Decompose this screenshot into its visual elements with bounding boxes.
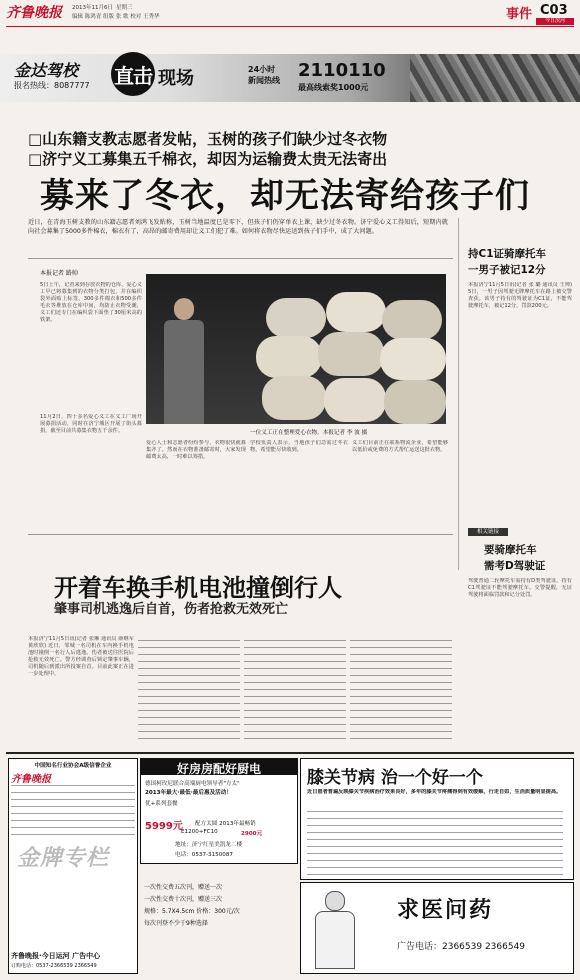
- lead-body-col-2: 爱心人士和志愿者纷纷参与，衣物很快就募集齐了。然而在衣物准备邮寄时，大家发现邮费太高，一时难以筹措。: [146, 440, 246, 460]
- ad3-body-more: [307, 811, 563, 875]
- ad2-title: 好房房配好厨电: [176, 762, 261, 776]
- side-story-2-headline-2: 需考D驾驶证: [484, 560, 546, 572]
- ad4-phone: 广告电话：2366539 2366549: [397, 942, 526, 952]
- ad-kitchen: [140, 758, 298, 864]
- ad1-item-1: 一次性交费五次刊，赠送一次: [144, 884, 223, 891]
- side-story-1-headline-1: 持C1证骑摩托车: [468, 248, 547, 260]
- ad2-address: 地址：济宁红星美凯龙二楼: [175, 842, 243, 848]
- lead-body-col-3: 学校负责人表示，当地孩子们急需过冬衣物，希望能尽快收到。: [250, 440, 348, 453]
- ad2-price-2: E1200+FC10: [181, 829, 218, 835]
- ad1-listing: [11, 785, 135, 835]
- brand-small: 现场: [158, 68, 194, 89]
- section-label: 事件: [506, 7, 533, 22]
- ad-knee-treatment: [300, 758, 574, 880]
- reward-note: 最高线索奖1000元: [298, 83, 369, 92]
- doctor-illustration: [309, 891, 359, 967]
- side-story-1-body: 本报济宁11月5日讯(记者 张 璐 通讯员 王帅) 5日，一男子因驾驶无牌摩托车在路上被交警查获。该男子持有的驾驶证为C1证，不能驾驶摩托车，被记12分，罚款200元。: [468, 282, 572, 309]
- sponsor-name: 金达驾校: [14, 61, 79, 80]
- ad4-title: 求医问药: [397, 898, 494, 923]
- bags-pile: [256, 288, 446, 424]
- ad1-footer: 齐鲁晚报·今日运河 广告中心: [11, 952, 101, 960]
- side-story-2-body: 驾驶普通二轮摩托车需持有D类驾驶证。持有C1驾驶证不能驾驶摩托车。交警提醒，无证驾驶将面临罚款和记分处罚。: [468, 578, 572, 598]
- second-headline: 开着车换手机电池撞倒行人: [54, 574, 342, 602]
- side-story-1-headline-2: 一男子被记12分: [468, 264, 546, 276]
- banner-photo: [410, 54, 580, 102]
- hotline-note-1: 24小时: [248, 65, 276, 74]
- lead-byline: 本报记者 路帅: [40, 270, 78, 277]
- related-link-tag: 相关链接: [468, 528, 508, 536]
- ad1-item-4: 每次刊登不少于9种选择: [144, 920, 208, 927]
- masthead-weekday: 星期三: [116, 5, 133, 11]
- masthead-editors: 编辑 陈鸿青 组版 张 歌 校对 王秀华: [72, 14, 160, 20]
- ad-golden-column: [8, 758, 138, 974]
- second-body-col-4: [350, 640, 452, 742]
- hotline-note-2: 新闻热线: [248, 76, 280, 85]
- brand-big: 直击: [114, 64, 152, 88]
- masthead: [0, 0, 580, 24]
- ad2-phone: 电话：0537-3150087: [175, 852, 233, 858]
- second-body-col-1: 本报济宁11月5日讯(记者 张琳 通讯员 薛继军 黄欣欣) 近日，邹城一名司机在车内换手机电池时撞倒一名行人后逃逸。伤者被送往医院后抢救无效死亡。警方经调查后锁定肇事车辆，司机随后到派出所投案自首。目前此案正在进一步处理中。: [28, 636, 134, 677]
- sponsor-phone: 报名热线：8087777: [14, 81, 90, 90]
- page-number: C03: [540, 3, 568, 18]
- second-body-col-2: [138, 640, 240, 742]
- ad2-line-1: 德国柯玫尼联合高端厨电领导者"方太": [145, 781, 240, 787]
- lead-headline: 募来了冬衣，却无法寄给孩子们: [40, 176, 530, 216]
- lead-kicker-2: □济宁义工募集五千棉衣，却因为运输费太贵无法寄出: [28, 150, 388, 168]
- lead-body-col-4: 义工们目前正在联系物流企业，希望能够以低价或免费的方式帮忙运送这批衣物。: [352, 440, 448, 453]
- lead-body-col-1: 5日上午，记者来到存放衣物的仓库，爱心义工早已将募集到的衣物分类打包，并在编织袋外面贴上标签。300多件棉衣和500多件毛衣等堆放在仓库中间，均防止衣物受潮，义工们还专门在编织袋下面垫了30厘米高的铁架。: [40, 282, 142, 323]
- ad1-phone: 订购电话：0537-2366539 2366549: [11, 963, 97, 969]
- ad1-brand: 齐鲁晚报: [11, 774, 51, 785]
- subsection-tag: 今日滨河: [536, 18, 574, 25]
- ad2-price-1: 5999元: [145, 821, 183, 832]
- banner: [0, 54, 580, 102]
- lead-photo: [146, 274, 446, 424]
- ad1-title: 中国知名行业协会A级信誉企业: [34, 763, 112, 769]
- ad3-title: 膝关节病 治一个好一个: [307, 768, 483, 788]
- side-story-2-headline-1: 要骑摩托车: [484, 544, 537, 556]
- ad1-product: 金牌专栏: [17, 846, 110, 871]
- ad-seek-medical: [300, 882, 574, 974]
- ad2-price-3: 2900元: [241, 831, 263, 837]
- ad2-line-3: 优+系列套餐: [145, 801, 178, 807]
- masthead-date: 2013年11月6日: [72, 5, 113, 11]
- hotline-number: 2110110: [298, 60, 386, 81]
- lead-summary: 近日，在青海玉树支教的山东籍志愿者刘鸿飞发贴称，玉树当地温度已是零下，但孩子们仍穿单衣上课，缺少过冬衣物。济宁爱心义工得知后，短期内就向社会募集了5000多件棉衣，棉衣有了，高昂的邮寄费用却让义工们犯了难。如何将衣物尽快运送到孩子们手中，成了大问题。: [28, 219, 448, 235]
- photo-caption: 一位义工正在整理爱心衣物。本报记者 李 波 摄: [250, 430, 368, 436]
- second-body-col-3: [244, 640, 346, 742]
- ad1-item-3: 规格：5.7X4.5cm 价格：300元/次: [144, 908, 240, 915]
- second-subhead: 肇事司机逃逸后自首，伤者抢救无效死亡: [54, 602, 289, 617]
- ad2-line-4: 配方太圆 2013年最畅销: [195, 821, 256, 827]
- ad2-line-2: 2013年最大·最低·最后惠及活动！: [145, 790, 232, 796]
- lead-kicker-1: □山东籍支教志愿者发帖，玉树的孩子们缺少过冬衣物: [28, 130, 388, 148]
- lead-body-col-1b: 11月2日，四十多名爱心义工在义工广场开展募捐活动，同时在济宁城区开展了街头募捐。截至目前共募集衣物五千余件。: [40, 414, 142, 434]
- ad3-body: 近日患者普遍反映膝关节疾病治疗效果良好，多年的膝关节疼痛得到有效缓解，行走自如，生活质量明显提高。: [307, 789, 562, 795]
- ad1-item-2: 一次性交费十次刊，赠送三次: [144, 896, 223, 903]
- masthead-logo: 齐鲁晚报: [6, 5, 62, 21]
- volunteer-figure: [164, 298, 204, 424]
- ad1-offer-list: [140, 868, 296, 972]
